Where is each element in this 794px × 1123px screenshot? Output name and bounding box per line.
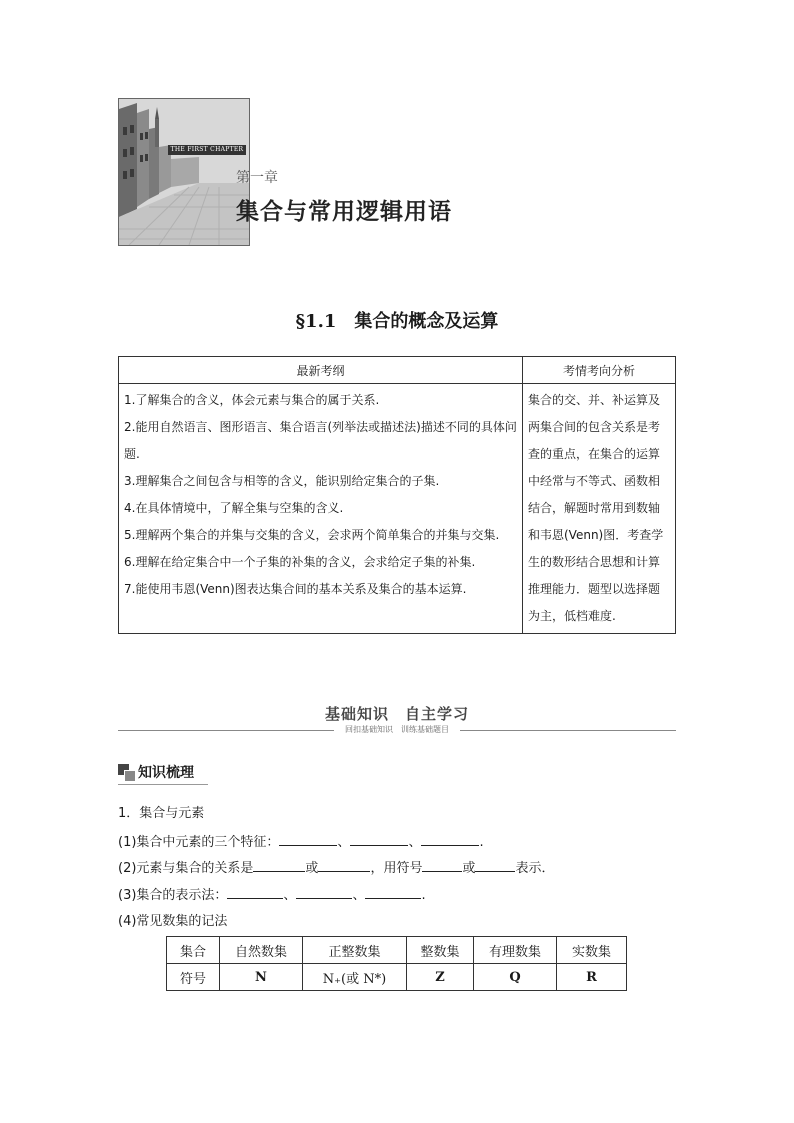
answer-blank (475, 859, 515, 872)
answer-blank (365, 886, 421, 899)
answer-blank (421, 833, 479, 846)
syllabus-item: 6.理解在给定集合中一个子集的补集的含义，会求给定子集的补集. (124, 555, 476, 569)
street-photo (119, 99, 249, 245)
table-cell: N (220, 964, 303, 991)
chapter-number: 第一章 (236, 170, 278, 186)
table-cell: 整数集 (407, 937, 474, 964)
table-cell: R (557, 964, 627, 991)
table-cell: 有理数集 (474, 937, 557, 964)
chapter-banner-image (118, 98, 250, 246)
answer-blank (279, 833, 337, 846)
chapter-title: 集合与常用逻辑用语 (236, 199, 452, 225)
syllabus-header-left: 最新考纲 (119, 357, 523, 384)
syllabus-items (119, 384, 523, 634)
answer-blank (253, 859, 305, 872)
answer-blank (422, 859, 462, 872)
syllabus-item: 7.能使用韦恩(Venn)图表达集合间的基本关系及集合的基本运算. (124, 582, 467, 596)
answer-blank (227, 886, 283, 899)
syllabus-item: 4.在具体情境中，了解全集与空集的含义. (124, 501, 344, 515)
syllabus-table (118, 356, 676, 634)
syllabus-item: 2.能用自然语言、图形语言、集合语言(列举法或描述法)描述不同的具体问题. (124, 420, 517, 461)
basic-knowledge-subtitle: 回扣基础知识 训练基础题目 (345, 725, 449, 734)
syllabus-item: 1.了解集合的含义，体会元素与集合的属于关系. (124, 393, 380, 407)
answer-blank (296, 886, 352, 899)
table-cell: 正整数集 (303, 937, 407, 964)
table-cell: Q (474, 964, 557, 991)
heading-sets-elements: 1．集合与元素 (118, 806, 205, 821)
knowledge-label: 知识梳理 (138, 765, 194, 781)
line-number-sets: (4)常见数集的记法 (118, 914, 228, 929)
table-cell: Z (407, 964, 474, 991)
heading-underline (118, 784, 208, 785)
section-title: §1.1 集合的概念及运算 (295, 311, 499, 332)
syllabus-body-row (119, 384, 676, 634)
line-element-features: (1)集合中元素的三个特征： 、 、 . (118, 835, 484, 850)
answer-blank (350, 833, 408, 846)
syllabus-item: 3.理解集合之间包含与相等的含义，能识别给定集合的子集. (124, 474, 440, 488)
syllabus-header-row (119, 357, 676, 384)
table-cell: 自然数集 (220, 937, 303, 964)
table-cell: 实数集 (557, 937, 627, 964)
number-sets-table (166, 936, 627, 991)
table-row (167, 937, 627, 964)
line-element-relation: (2)元素与集合的关系是 或 ，用符号 或 表示． (118, 861, 555, 876)
squares-icon (118, 764, 134, 780)
table-cell: 集合 (167, 937, 220, 964)
syllabus-analysis: 集合的交、并、补运算及两集合间的包含关系是考查的重点，在集合的运算中经常与不等式、函数相结合，解题时常用到数轴和韦恩(Venn)图．考查学生的数形结合思想和计算推理能力．题型以选择题为主，低档难度. (523, 384, 676, 634)
syllabus-item: 5.理解两个集合的并集与交集的含义，会求两个简单集合的并集与交集. (124, 528, 500, 542)
basic-knowledge-title: 基础知识 自主学习 (324, 705, 469, 723)
table-cell: 符号 (167, 964, 220, 991)
table-cell: N₊(或 N*) (303, 964, 407, 991)
chapter-english-label: THE FIRST CHAPTER (168, 145, 246, 155)
answer-blank (318, 859, 370, 872)
line-set-representation: (3)集合的表示法： 、 、 . (118, 888, 426, 903)
syllabus-header-right: 考情考向分析 (523, 357, 676, 384)
table-row (167, 964, 627, 991)
